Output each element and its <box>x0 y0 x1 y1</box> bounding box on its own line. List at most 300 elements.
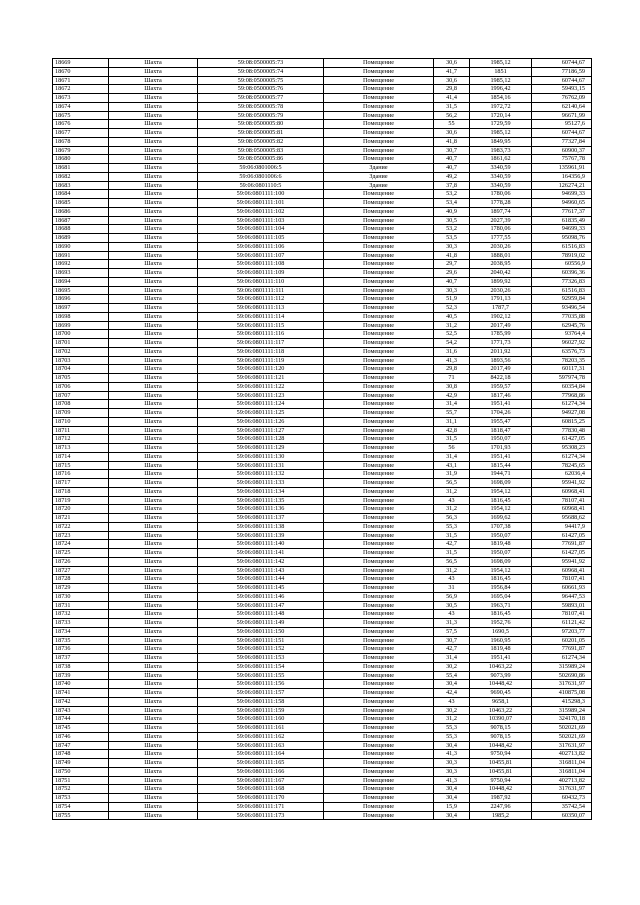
cadastral-number-cell: 59:06:0801111:110 <box>198 277 324 286</box>
unit-value-cell: 1698,09 <box>470 557 532 566</box>
cadastral-value-cell: 317631,97 <box>532 680 592 689</box>
cadastral-value-cell: 94927,08 <box>532 409 592 418</box>
cadastral-value-cell: 316811,04 <box>532 767 592 776</box>
row-number-cell: 18718 <box>53 487 109 496</box>
cadastral-value-cell: 61121,42 <box>532 619 592 628</box>
row-number-cell: 18672 <box>53 85 109 94</box>
object-type-cell: Помещение <box>324 129 434 138</box>
object-type-cell: Помещение <box>324 584 434 593</box>
table-row <box>53 146 592 155</box>
unit-value-cell: 1818,47 <box>470 426 532 435</box>
table-row <box>53 269 592 278</box>
unit-value-cell: 1699,62 <box>470 514 532 523</box>
row-number-cell: 18681 <box>53 164 109 173</box>
table-row <box>53 636 592 645</box>
name-cell: Шахта <box>109 129 198 138</box>
object-type-cell: Помещение <box>324 522 434 531</box>
table-row <box>53 522 592 531</box>
name-cell: Шахта <box>109 59 198 68</box>
unit-value-cell: 1785,99 <box>470 330 532 339</box>
area-cell: 56,5 <box>434 479 470 488</box>
cadastral-value-cell: 61427,05 <box>532 531 592 540</box>
area-cell: 56,2 <box>434 111 470 120</box>
unit-value-cell: 1816,45 <box>470 610 532 619</box>
name-cell: Шахта <box>109 697 198 706</box>
name-cell: Шахта <box>109 575 198 584</box>
table-row <box>53 671 592 680</box>
object-type-cell: Помещение <box>324 391 434 400</box>
row-number-cell: 18705 <box>53 374 109 383</box>
table-row <box>53 102 592 111</box>
table-row <box>53 470 592 479</box>
name-cell: Шахта <box>109 662 198 671</box>
unit-value-cell: 1972,72 <box>470 102 532 111</box>
unit-value-cell: 1819,48 <box>470 540 532 549</box>
area-cell: 52,5 <box>434 330 470 339</box>
cadastral-value-cell: 60354,84 <box>532 382 592 391</box>
object-type-cell: Здание <box>324 172 434 181</box>
cadastral-value-cell: 317631,97 <box>532 741 592 750</box>
table-row <box>53 689 592 698</box>
table-row <box>53 794 592 803</box>
object-type-cell: Помещение <box>324 242 434 251</box>
object-type-cell: Помещение <box>324 794 434 803</box>
row-number-cell: 18692 <box>53 260 109 269</box>
table-row <box>53 312 592 321</box>
unit-value-cell: 1851 <box>470 67 532 76</box>
object-type-cell: Помещение <box>324 111 434 120</box>
name-cell: Шахта <box>109 601 198 610</box>
row-number-cell: 18669 <box>53 59 109 68</box>
cadastral-number-cell: 59:06:0801006:5 <box>198 164 324 173</box>
object-type-cell: Помещение <box>324 750 434 759</box>
row-number-cell: 18708 <box>53 400 109 409</box>
row-number-cell: 18670 <box>53 67 109 76</box>
table-row <box>53 304 592 313</box>
area-cell: 30,3 <box>434 759 470 768</box>
table-row <box>53 592 592 601</box>
object-type-cell: Помещение <box>324 697 434 706</box>
cadastral-value-cell: 60661,93 <box>532 584 592 593</box>
cadastral-number-cell: 59:06:0801111:152 <box>198 645 324 654</box>
row-number-cell: 18702 <box>53 347 109 356</box>
row-number-cell: 18726 <box>53 557 109 566</box>
object-type-cell: Помещение <box>324 505 434 514</box>
unit-value-cell: 1954,12 <box>470 566 532 575</box>
cadastral-number-cell: 59:06:0801111:160 <box>198 715 324 724</box>
object-type-cell: Помещение <box>324 400 434 409</box>
cadastral-value-cell: 62945,76 <box>532 321 592 330</box>
unit-value-cell: 9078,15 <box>470 724 532 733</box>
unit-value-cell: 1849,95 <box>470 137 532 146</box>
name-cell: Шахта <box>109 732 198 741</box>
cadastral-value-cell: 95308,23 <box>532 444 592 453</box>
row-number-cell: 18678 <box>53 137 109 146</box>
table-row <box>53 750 592 759</box>
object-type-cell: Помещение <box>324 365 434 374</box>
area-cell: 37,8 <box>434 181 470 190</box>
cadastral-number-cell: 59:06:0801111:147 <box>198 601 324 610</box>
name-cell: Шахта <box>109 234 198 243</box>
unit-value-cell: 1951,41 <box>470 400 532 409</box>
table-row <box>53 479 592 488</box>
table-row <box>53 374 592 383</box>
table-row <box>53 662 592 671</box>
cadastral-number-cell: 59:06:0801111:115 <box>198 321 324 330</box>
object-type-cell: Помещение <box>324 435 434 444</box>
cadastral-value-cell: 78107,41 <box>532 610 592 619</box>
table-row <box>53 85 592 94</box>
row-number-cell: 18686 <box>53 207 109 216</box>
unit-value-cell: 1951,41 <box>470 452 532 461</box>
cadastral-value-cell: 61427,05 <box>532 549 592 558</box>
area-cell: 31,2 <box>434 566 470 575</box>
row-number-cell: 18707 <box>53 391 109 400</box>
cadastral-number-cell: 59:06:0801111:165 <box>198 759 324 768</box>
cadastral-number-cell: 59:06:0801111:120 <box>198 365 324 374</box>
name-cell: Шахта <box>109 321 198 330</box>
area-cell: 43 <box>434 697 470 706</box>
row-number-cell: 18723 <box>53 531 109 540</box>
cadastral-number-cell: 59:06:0801111:106 <box>198 242 324 251</box>
table-row <box>53 759 592 768</box>
cadastral-value-cell: 402713,82 <box>532 776 592 785</box>
cadastral-value-cell: 93764,4 <box>532 330 592 339</box>
object-type-cell: Здание <box>324 164 434 173</box>
unit-value-cell: 1985,12 <box>470 59 532 68</box>
row-number-cell: 18745 <box>53 724 109 733</box>
cadastral-number-cell: 59:06:0801110:5 <box>198 181 324 190</box>
cadastral-number-cell: 59:06:0801111:139 <box>198 531 324 540</box>
object-type-cell: Помещение <box>324 654 434 663</box>
cadastral-number-cell: 59:08:0500005:81 <box>198 129 324 138</box>
name-cell: Шахта <box>109 295 198 304</box>
name-cell: Шахта <box>109 409 198 418</box>
row-number-cell: 18706 <box>53 382 109 391</box>
object-type-cell: Помещение <box>324 514 434 523</box>
unit-value-cell: 10463,22 <box>470 706 532 715</box>
object-type-cell: Помещение <box>324 251 434 260</box>
object-type-cell: Помещение <box>324 417 434 426</box>
object-type-cell: Помещение <box>324 470 434 479</box>
object-type-cell: Помещение <box>324 409 434 418</box>
cadastral-value-cell: 410875,08 <box>532 689 592 698</box>
table-row <box>53 610 592 619</box>
table-row <box>53 514 592 523</box>
cadastral-value-cell: 95941,92 <box>532 557 592 566</box>
object-type-cell: Помещение <box>324 531 434 540</box>
unit-value-cell: 1780,06 <box>470 225 532 234</box>
object-type-cell: Помещение <box>324 549 434 558</box>
table-row <box>53 164 592 173</box>
cadastral-number-cell: 59:08:0500005:76 <box>198 85 324 94</box>
unit-value-cell: 1695,04 <box>470 592 532 601</box>
name-cell: Шахта <box>109 225 198 234</box>
area-cell: 55,7 <box>434 409 470 418</box>
cadastral-value-cell: 60556,9 <box>532 260 592 269</box>
table-row <box>53 715 592 724</box>
object-type-cell: Помещение <box>324 330 434 339</box>
unit-value-cell: 1707,38 <box>470 522 532 531</box>
unit-value-cell: 9078,15 <box>470 732 532 741</box>
name-cell: Шахта <box>109 391 198 400</box>
area-cell: 53,5 <box>434 234 470 243</box>
area-cell: 49,2 <box>434 172 470 181</box>
unit-value-cell: 3340,59 <box>470 181 532 190</box>
row-number-cell: 18728 <box>53 575 109 584</box>
name-cell: Шахта <box>109 417 198 426</box>
object-type-cell: Помещение <box>324 374 434 383</box>
name-cell: Шахта <box>109 715 198 724</box>
cadastral-value-cell: 502021,69 <box>532 732 592 741</box>
area-cell: 42,9 <box>434 391 470 400</box>
area-cell: 29,8 <box>434 365 470 374</box>
row-number-cell: 18679 <box>53 146 109 155</box>
row-number-cell: 18732 <box>53 610 109 619</box>
unit-value-cell: 1944,71 <box>470 470 532 479</box>
area-cell: 53,2 <box>434 225 470 234</box>
name-cell: Шахта <box>109 741 198 750</box>
area-cell: 31,5 <box>434 435 470 444</box>
unit-value-cell: 10455,81 <box>470 767 532 776</box>
area-cell: 31,2 <box>434 505 470 514</box>
unit-value-cell: 1861,62 <box>470 155 532 164</box>
row-number-cell: 18746 <box>53 732 109 741</box>
area-cell: 53,2 <box>434 190 470 199</box>
object-type-cell: Помещение <box>324 496 434 505</box>
unit-value-cell: 9073,99 <box>470 671 532 680</box>
name-cell: Шахта <box>109 592 198 601</box>
area-cell: 30,7 <box>434 636 470 645</box>
area-cell: 56,5 <box>434 557 470 566</box>
area-cell: 30,2 <box>434 706 470 715</box>
cadastral-value-cell: 78107,41 <box>532 496 592 505</box>
row-number-cell: 18700 <box>53 330 109 339</box>
unit-value-cell: 1960,95 <box>470 636 532 645</box>
unit-value-cell: 1955,47 <box>470 417 532 426</box>
row-number-cell: 18747 <box>53 741 109 750</box>
name-cell: Шахта <box>109 435 198 444</box>
unit-value-cell: 2011,92 <box>470 347 532 356</box>
area-cell: 43 <box>434 575 470 584</box>
row-number-cell: 18699 <box>53 321 109 330</box>
area-cell: 41,3 <box>434 356 470 365</box>
name-cell: Шахта <box>109 286 198 295</box>
name-cell: Шахта <box>109 365 198 374</box>
area-cell: 55,3 <box>434 732 470 741</box>
cadastral-number-cell: 59:06:0801111:137 <box>198 514 324 523</box>
row-number-cell: 18677 <box>53 129 109 138</box>
row-number-cell: 18748 <box>53 750 109 759</box>
unit-value-cell: 9750,94 <box>470 750 532 759</box>
row-number-cell: 18733 <box>53 619 109 628</box>
cadastral-value-cell: 60201,05 <box>532 636 592 645</box>
row-number-cell: 18683 <box>53 181 109 190</box>
unit-value-cell: 1854,16 <box>470 94 532 103</box>
row-number-cell: 18684 <box>53 190 109 199</box>
unit-value-cell: 1704,26 <box>470 409 532 418</box>
unit-value-cell: 1701,93 <box>470 444 532 453</box>
cadastral-value-cell: 61835,49 <box>532 216 592 225</box>
area-cell: 43 <box>434 496 470 505</box>
table-row <box>53 706 592 715</box>
unit-value-cell: 1985,2 <box>470 811 532 820</box>
unit-value-cell: 1985,12 <box>470 76 532 85</box>
object-type-cell: Здание <box>324 181 434 190</box>
cadastral-number-cell: 59:06:0801111:150 <box>198 627 324 636</box>
row-number-cell: 18725 <box>53 549 109 558</box>
cadastral-number-cell: 59:06:0801111:108 <box>198 260 324 269</box>
cadastral-value-cell: 77830,48 <box>532 426 592 435</box>
area-cell: 30,6 <box>434 76 470 85</box>
cadastral-value-cell: 597974,78 <box>532 374 592 383</box>
row-number-cell: 18744 <box>53 715 109 724</box>
unit-value-cell: 2030,26 <box>470 242 532 251</box>
row-number-cell: 18730 <box>53 592 109 601</box>
object-type-cell: Помещение <box>324 67 434 76</box>
cadastral-value-cell: 96671,99 <box>532 111 592 120</box>
area-cell: 30,6 <box>434 129 470 138</box>
object-type-cell: Помещение <box>324 137 434 146</box>
table-row <box>53 137 592 146</box>
name-cell: Шахта <box>109 750 198 759</box>
object-type-cell: Помещение <box>324 102 434 111</box>
cadastral-value-cell: 60900,37 <box>532 146 592 155</box>
row-number-cell: 18755 <box>53 811 109 820</box>
cadastral-value-cell: 94417,9 <box>532 522 592 531</box>
cadastral-number-cell: 59:06:0801111:144 <box>198 575 324 584</box>
cadastral-value-cell: 95098,76 <box>532 234 592 243</box>
name-cell: Шахта <box>109 496 198 505</box>
area-cell: 41,7 <box>434 67 470 76</box>
cadastral-value-cell: 95941,92 <box>532 479 592 488</box>
row-number-cell: 18735 <box>53 636 109 645</box>
row-number-cell: 18713 <box>53 444 109 453</box>
area-cell: 55,4 <box>434 671 470 680</box>
area-cell: 30,4 <box>434 794 470 803</box>
table-row <box>53 811 592 820</box>
row-number-cell: 18738 <box>53 662 109 671</box>
object-type-cell: Помещение <box>324 811 434 820</box>
unit-value-cell: 1899,92 <box>470 277 532 286</box>
object-type-cell: Помещение <box>324 260 434 269</box>
cadastral-number-cell: 59:06:0801111:156 <box>198 680 324 689</box>
cadastral-value-cell: 63576,73 <box>532 347 592 356</box>
row-number-cell: 18724 <box>53 540 109 549</box>
table-row <box>53 575 592 584</box>
object-type-cell: Помещение <box>324 802 434 811</box>
row-number-cell: 18750 <box>53 767 109 776</box>
cadastral-value-cell: 60968,41 <box>532 487 592 496</box>
cadastral-value-cell: 78203,35 <box>532 356 592 365</box>
table-row <box>53 260 592 269</box>
row-number-cell: 18752 <box>53 785 109 794</box>
name-cell: Шахта <box>109 269 198 278</box>
table-row <box>53 76 592 85</box>
cadastral-value-cell: 95688,62 <box>532 514 592 523</box>
table-body <box>53 59 592 820</box>
cadastral-number-cell: 59:06:0801111:107 <box>198 251 324 260</box>
object-type-cell: Помещение <box>324 680 434 689</box>
cadastral-value-cell: 78107,41 <box>532 575 592 584</box>
object-type-cell: Помещение <box>324 155 434 164</box>
name-cell: Шахта <box>109 584 198 593</box>
name-cell: Шахта <box>109 400 198 409</box>
table-row <box>53 487 592 496</box>
cadastral-number-cell: 59:08:0500005:83 <box>198 146 324 155</box>
cadastral-number-cell: 59:06:0801111:112 <box>198 295 324 304</box>
unit-value-cell: 2038,95 <box>470 260 532 269</box>
name-cell: Шахта <box>109 207 198 216</box>
cadastral-number-cell: 59:06:0801111:159 <box>198 706 324 715</box>
area-cell: 57,5 <box>434 627 470 636</box>
table-row <box>53 242 592 251</box>
row-number-cell: 18740 <box>53 680 109 689</box>
row-number-cell: 18697 <box>53 304 109 313</box>
name-cell: Шахта <box>109 470 198 479</box>
cadastral-value-cell: 96447,53 <box>532 592 592 601</box>
name-cell: Шахта <box>109 557 198 566</box>
object-type-cell: Помещение <box>324 277 434 286</box>
object-type-cell: Помещение <box>324 724 434 733</box>
object-type-cell: Помещение <box>324 146 434 155</box>
name-cell: Шахта <box>109 374 198 383</box>
unit-value-cell: 2247,96 <box>470 802 532 811</box>
cadastral-value-cell: 77035,88 <box>532 312 592 321</box>
row-number-cell: 18701 <box>53 339 109 348</box>
row-number-cell: 18691 <box>53 251 109 260</box>
name-cell: Шахта <box>109 487 198 496</box>
unit-value-cell: 1698,09 <box>470 479 532 488</box>
cadastral-number-cell: 59:06:0801111:138 <box>198 522 324 531</box>
table-row <box>53 172 592 181</box>
object-type-cell: Помещение <box>324 207 434 216</box>
unit-value-cell: 9658,1 <box>470 697 532 706</box>
table-row <box>53 120 592 129</box>
object-type-cell: Помещение <box>324 645 434 654</box>
name-cell: Шахта <box>109 444 198 453</box>
name-cell: Шахта <box>109 802 198 811</box>
row-number-cell: 18741 <box>53 689 109 698</box>
table-row <box>53 277 592 286</box>
table-row <box>53 347 592 356</box>
row-number-cell: 18742 <box>53 697 109 706</box>
area-cell: 55,3 <box>434 522 470 531</box>
cadastral-number-cell: 59:08:0500005:75 <box>198 76 324 85</box>
cadastral-number-cell: 59:08:0500005:82 <box>198 137 324 146</box>
row-number-cell: 18753 <box>53 794 109 803</box>
object-type-cell: Помещение <box>324 199 434 208</box>
row-number-cell: 18712 <box>53 435 109 444</box>
area-cell: 55 <box>434 120 470 129</box>
object-type-cell: Помещение <box>324 461 434 470</box>
name-cell: Шахта <box>109 610 198 619</box>
cadastral-value-cell: 78919,02 <box>532 251 592 260</box>
area-cell: 41,3 <box>434 750 470 759</box>
area-cell: 30,3 <box>434 286 470 295</box>
table-row <box>53 225 592 234</box>
cadastral-number-cell: 59:06:0801111:126 <box>198 417 324 426</box>
name-cell: Шахта <box>109 120 198 129</box>
name-cell: Шахта <box>109 636 198 645</box>
row-number-cell: 18711 <box>53 426 109 435</box>
cadastral-number-cell: 59:06:0801111:133 <box>198 479 324 488</box>
object-type-cell: Помещение <box>324 59 434 68</box>
cadastral-number-cell: 59:06:0801111:109 <box>198 269 324 278</box>
cadastral-value-cell: 59493,15 <box>532 85 592 94</box>
cadastral-value-cell: 415298,3 <box>532 697 592 706</box>
cadastral-number-cell: 59:06:0801111:136 <box>198 505 324 514</box>
